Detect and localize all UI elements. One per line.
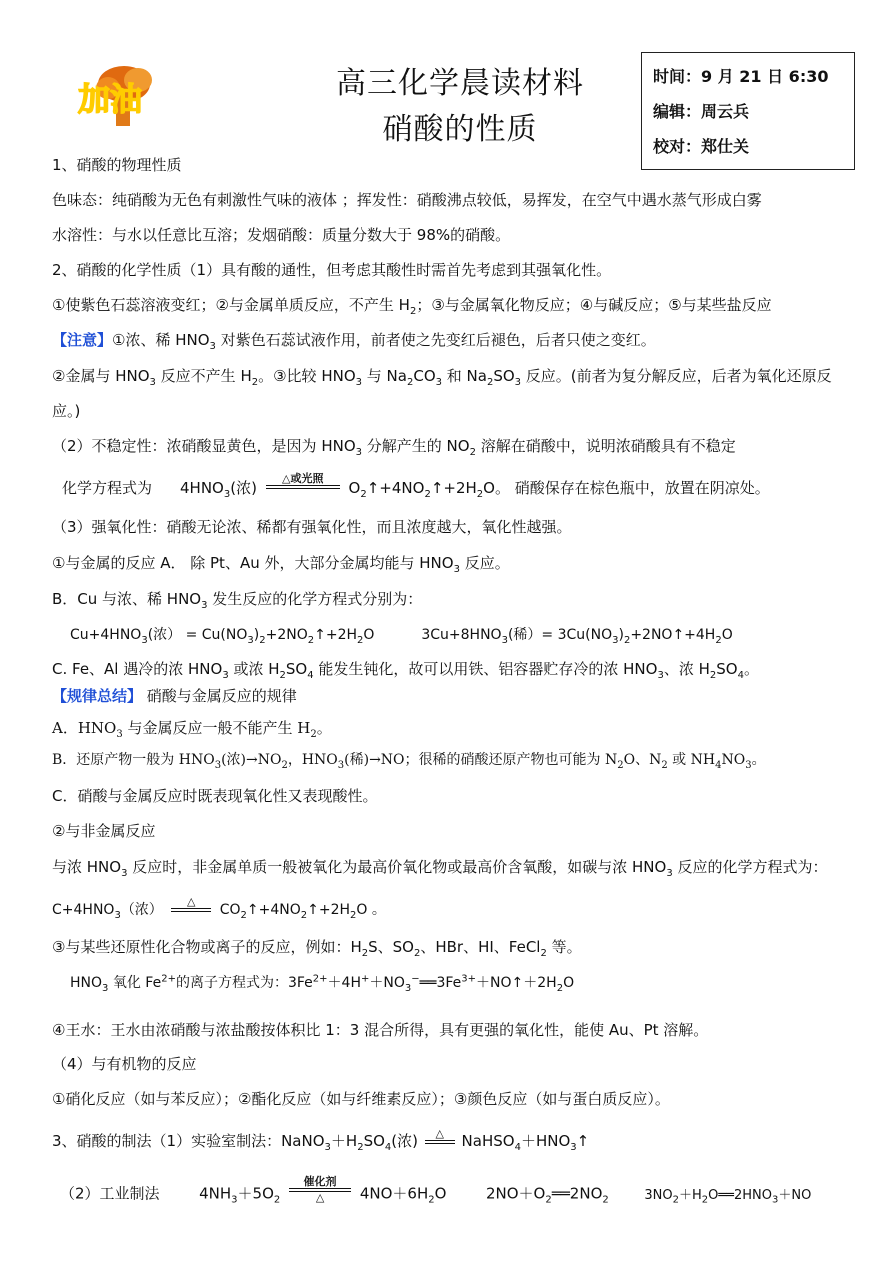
note-line-2: ②金属与 $HNO_3$ 反应不产生 $H_2$。③比较 $HNO_3$ 与 $Na_2CO_3$ 和 $Na_2SO_3$ 反应。(前者为复分解反应，后者为氧化还原反 — [52, 367, 832, 388]
oxidation-heading: （3）强氧化性：硝酸无论浓、稀都有强氧化性，而且浓度越大，氧化性越强。 — [52, 518, 572, 536]
note-line-3: 应。) — [52, 402, 81, 420]
organic-reactions-line: ①硝化反应（如与苯反应）；②酯化反应（如与纤维素反应）；③颜色反应（如与蛋白质反应）。 — [52, 1090, 670, 1108]
info-proofreader: 校对：郑仕关 — [653, 137, 750, 156]
summary-heading: 【规律总结】 硝酸与金属反应的规律 — [52, 687, 297, 705]
section-1-heading: 1、硝酸的物理性质 — [52, 156, 182, 174]
acid-properties-line: ①使紫色石蕊溶液变红；②与金属单质反应，不产生 $H_2$；③与金属氧化物反应；④与碱反应；⑤与某些盐反应 — [52, 296, 772, 317]
logo-graphic — [74, 62, 194, 128]
lab-heat-arrow: △ — [425, 1128, 455, 1144]
page-subtitle: 硝酸的性质 — [382, 112, 538, 147]
page-title: 高三化学晨读材料 — [336, 66, 584, 101]
summary-c: C．硝酸与金属反应时既表现氧化性又表现酸性。 — [52, 787, 378, 805]
passivation-line: C. Fe、Al 遇冷的浓 $HNO_3$ 或浓 $H_2SO_4$ 能发生钝化，故可以用铁、铝容器贮存冷的浓 $HNO_3$、浓 $H_2SO_4$。 — [52, 660, 759, 681]
decomposition-equation: 化学方程式为 $4HNO_3$(浓) △或光照 $O_2↑+4NO_2↑+2H_2O$。 硝酸保存在棕色瓶中，放置在阴凉处。 — [62, 471, 770, 500]
copper-equations: $Cu+4HNO_3$(浓） = $Cu(NO_3)_2+2NO_2↑+2H_2O$ $3Cu+8HNO_3$(稀）= $3Cu(NO_3)_2+2NO↑+4H_2O$ — [70, 627, 733, 646]
summary-b: B．还原产物一般为 $HNO_3$(浓)$\to NO_2$，$HNO_3$(稀)→NO；很稀的硝酸还原产物也可能为 $N_2O$、$N_2$ 或 $NH_4NO_3$。 — [52, 752, 766, 771]
note-line: 【注意】①浓、稀 $HNO_3$ 对紫色石蕊试液作用，前者使之先变红后褪色，后者只使之变红。 — [52, 331, 656, 352]
catalyst-arrow: 催化剂 △ — [289, 1176, 351, 1204]
heat-arrow: △ — [171, 896, 211, 912]
aqua-regia-line: ④王水：王水由浓硝酸与浓盐酸按体积比 1：3 混合所得，具有更强的氧化性，能使 Au、Pt 溶解。 — [52, 1021, 709, 1039]
solubility-line: 水溶性：与水以任意比互溶；发烟硝酸：质量分数大于 98%的硝酸。 — [52, 226, 511, 244]
condition-arrow: △或光照 — [266, 473, 340, 489]
info-editor: 编辑：周云兵 — [653, 102, 750, 121]
carbon-equation: $C+4HNO_3$（浓） △ $CO_2↑+4NO_2↑+2H_2O$ 。 — [52, 895, 386, 921]
lab-preparation-line: 3、硝酸的制法（1）实验室制法：$NaNO_3+H_2SO_4$(浓) △ $NaHSO_4+HNO_3↑$ — [52, 1126, 590, 1153]
nonmetal-heading: ②与非金属反应 — [52, 822, 156, 840]
industrial-preparation-line: （2）工业制法 $4NH_3+5O_2$ 催化剂 △ $4NO+6H_2O$ $2NO+O_2══2NO_2$ $3NO_2+H_2O══2HNO_3+NO$ — [60, 1175, 812, 1206]
instability-line: （2）不稳定性：浓硝酸显黄色，是因为 $HNO_3$ 分解产生的 $NO_2$ 溶解在硝酸中，说明浓硝酸具有不稳定 — [52, 437, 736, 458]
physical-properties-line: 色味态：纯硝酸为无色有刺激性气味的液体 ；挥发性：硝酸沸点较低，易挥发，在空气中遇水蒸气形成白雾 — [52, 191, 762, 209]
summary-a: A．$HNO_3$ 与金属反应一般不能产生 $H_2$。 — [52, 719, 332, 740]
note-tag: 【注意】 — [52, 331, 113, 349]
metal-reaction-a: ①与金属的反应 A． 除 Pt、Au 外，大部分金属均能与 $HNO_3$ 反应。 — [52, 554, 510, 575]
iron-ion-equation: $HNO_3$ 氧化 $Fe^{2+}$的离子方程式为：$3Fe^{2+}+4H^++NO_3^-══3Fe^{3+}+NO↑+2H_2O$ — [70, 973, 575, 994]
logo — [74, 62, 194, 128]
nonmetal-description: 与浓 $HNO_3$ 反应时，非金属单质一般被氧化为最高价氧化物或最高价含氧酸，如碳与浓 $HNO_3$ 反应的化学方程式为： — [52, 858, 828, 879]
section-2-heading: 2、硝酸的化学性质（1）具有酸的通性，但考虑其酸性时需首先考虑到其强氧化性。 — [52, 261, 612, 279]
info-time: 时间：9 月 21 日 6:30 — [653, 67, 829, 86]
organic-heading: （4）与有机物的反应 — [52, 1055, 197, 1073]
metal-reaction-b: B．Cu 与浓、稀 $HNO_3$ 发生反应的化学方程式分别为： — [52, 590, 423, 611]
reducing-compounds-line: ③与某些还原性化合物或离子的反应，例如：$H_2S$、$SO_2$、HBr、HI、FeCl$_2$ 等。 — [52, 938, 582, 959]
svg-text:加油: 加油 — [78, 80, 143, 118]
info-box — [641, 52, 855, 170]
summary-tag: 【规律总结】 — [52, 687, 143, 705]
